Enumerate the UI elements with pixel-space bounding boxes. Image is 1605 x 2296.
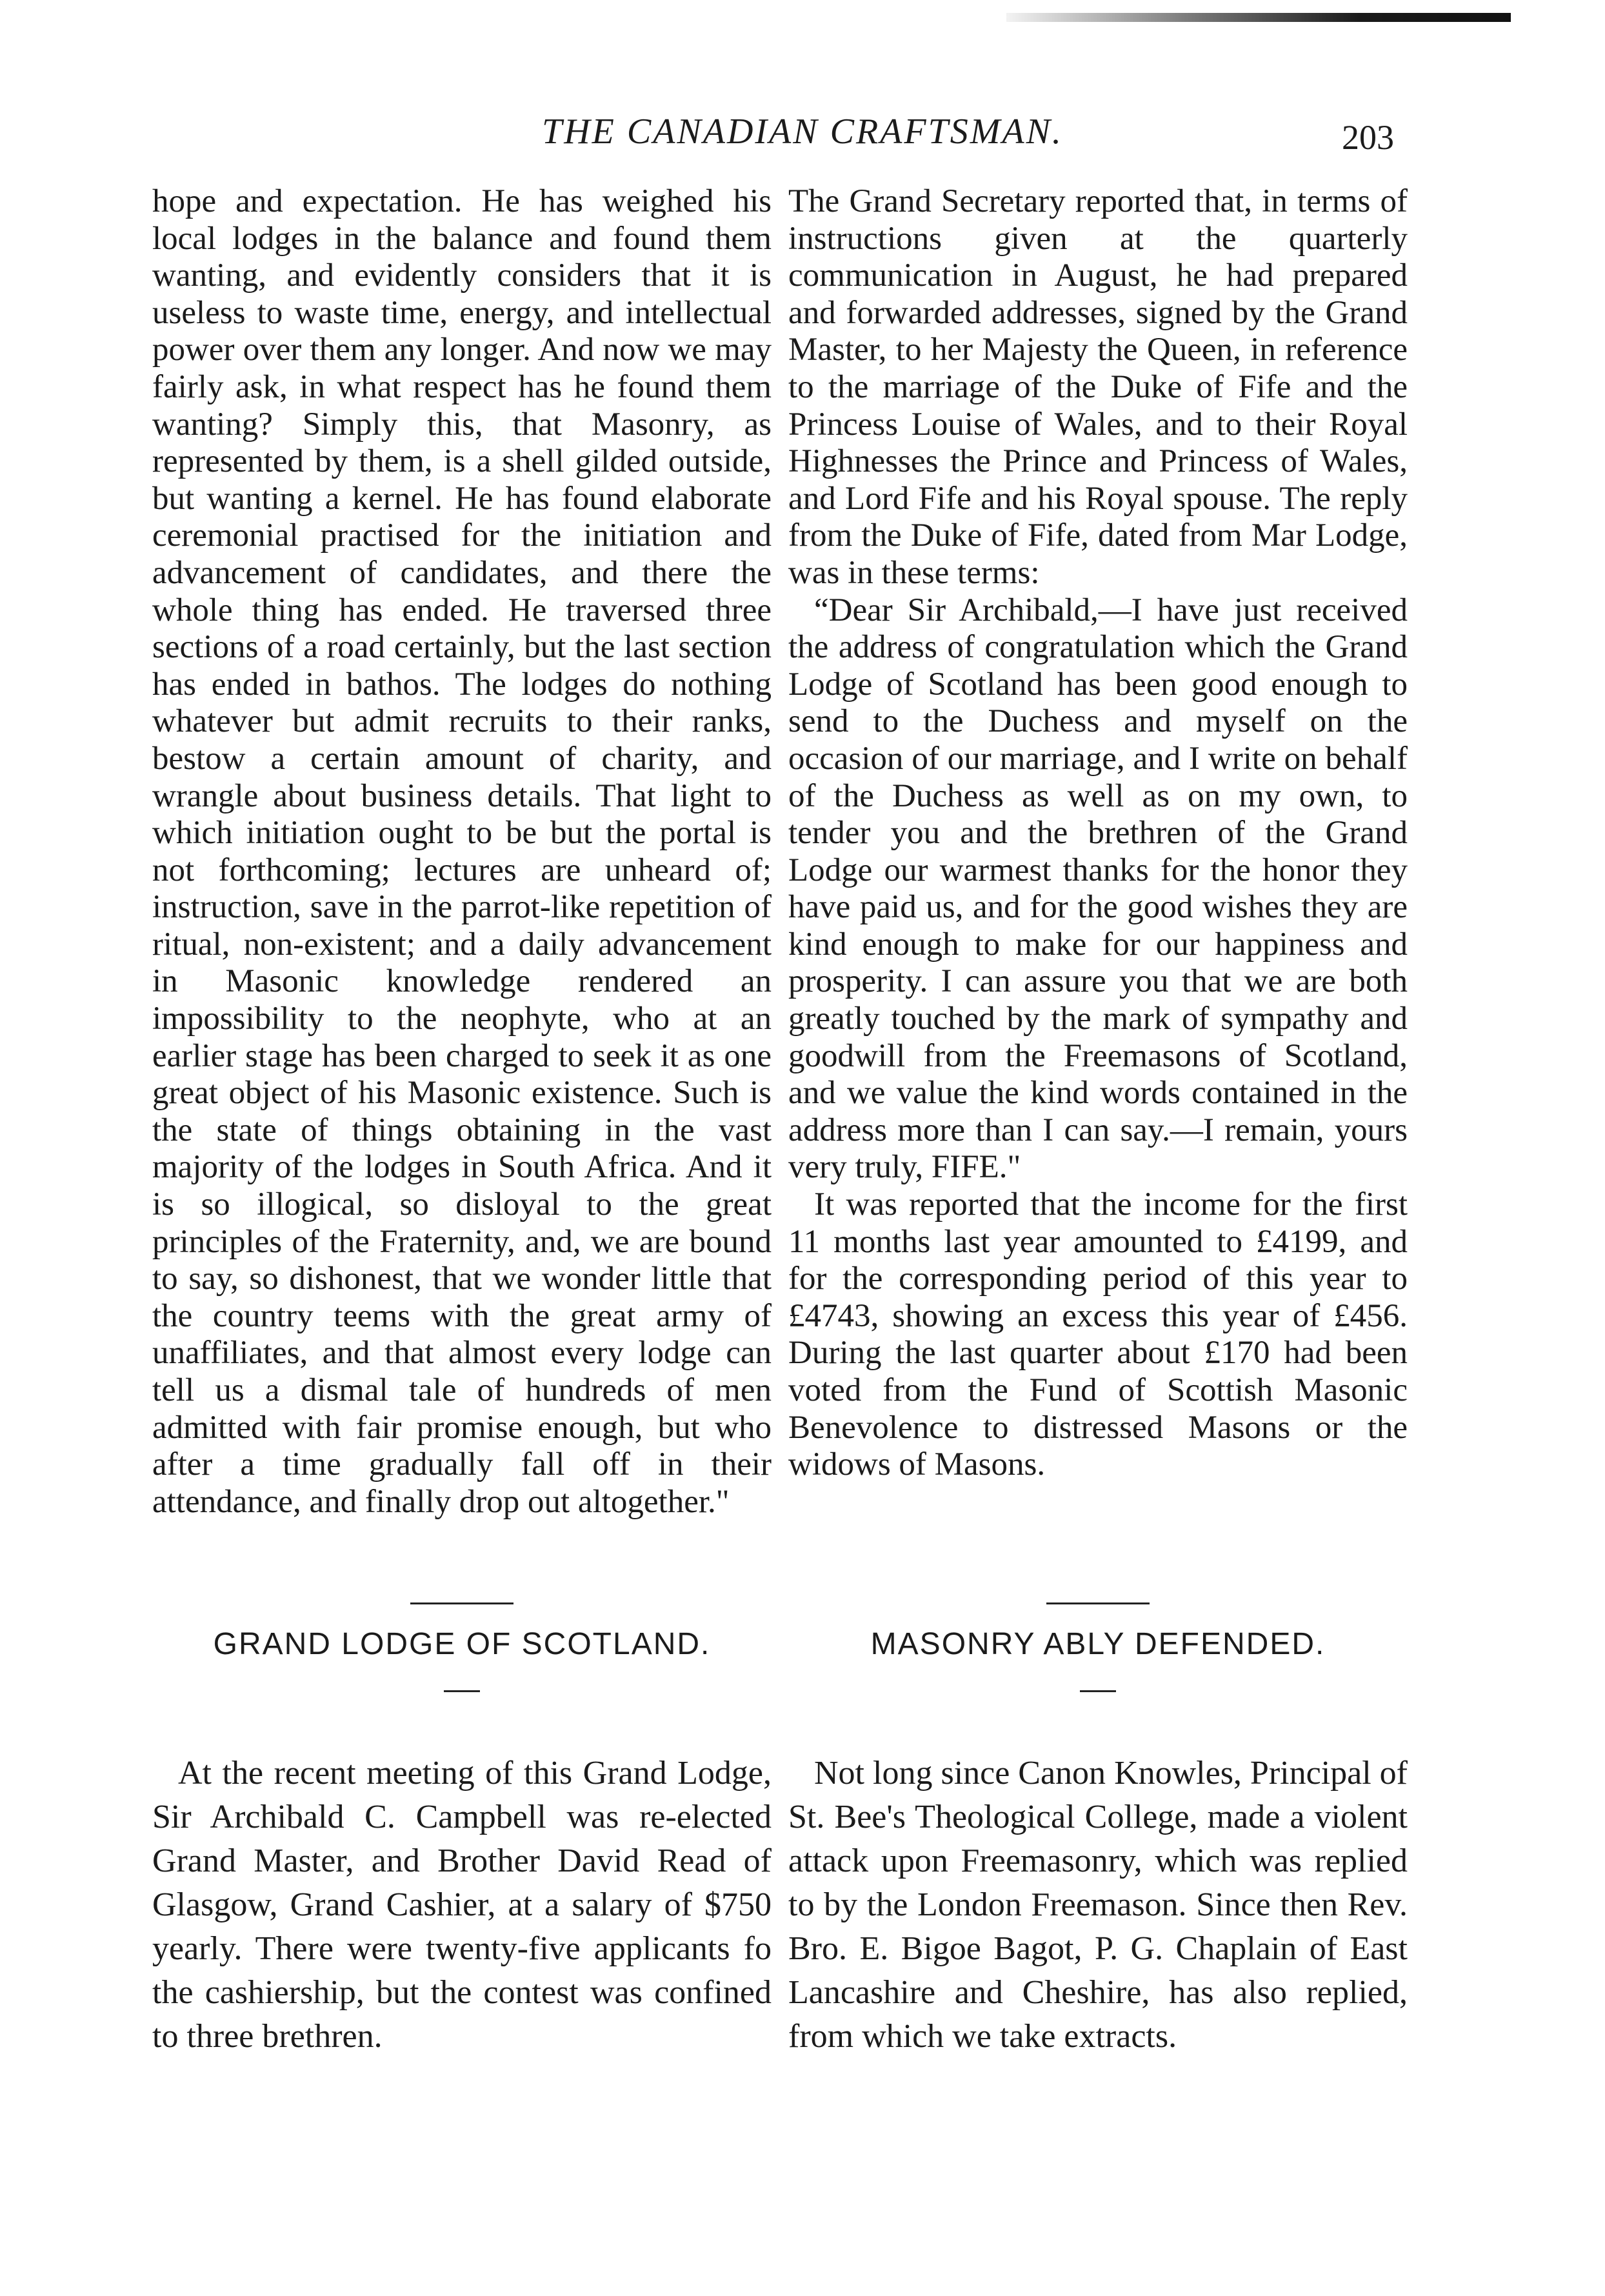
top-decorative-rule [1006, 13, 1511, 22]
running-header-title: THE CANADIAN CRAFTSMAN. [542, 112, 1063, 152]
heading-underline-left [444, 1690, 480, 1692]
section-heading-grand-lodge: GRAND LODGE OF SCOTLAND. [213, 1627, 711, 1661]
section-divider-right [1046, 1602, 1150, 1604]
right-column-paragraph-1: The Grand Secretary reported that, in terms of instructions given at the quarterly communication in August, he had prepared and forwarded addresses, signed by the Grand Master, to her Majesty the Queen, in reference to the marriage of the Duke of Fife and the Princess Louise of Wales, and to their Royal Highnesses the Prince and Princess of Wales, and Lord Fife and his Royal spouse. The reply from the Duke of Fife, dated from Mar Lodge, was in these terms: [788, 183, 1408, 591]
masonry-defended-section [788, 1752, 1408, 2059]
right-column [788, 183, 1408, 1484]
left-column [152, 183, 772, 1521]
right-column-paragraph-3: It was reported that the income for the first 11 months last year amounted to £4199, and for the corresponding period of this year to £4743, showing an excess this year of £456. During the last quarter about £170 had been voted from the Fund of Scottish Masonic Benevolence to distressed Masons or the widows of Masons. [788, 1186, 1408, 1483]
section-heading-masonry-defended: MASONRY ABLY DEFENDED. [870, 1627, 1326, 1661]
masonry-defended-paragraph: Not long since Canon Knowles, Principal of St. Bee's Theological College, made a violent attack upon Freemasonry, which was replied to by the London Freemason. Since then Rev. Bro. E. Bigoe Bagot, P. G. Chaplain of East Lancashire and Cheshire, has also replied, from which we take extracts. [788, 1755, 1408, 2055]
heading-underline-right [1080, 1690, 1116, 1692]
right-column-paragraph-2: “Dear Sir Archibald,—I have just received the address of congratulation which the Grand Lodge of Scotland has been good enough to send to the Duchess and myself on the occasion of our marriage, and I write on behalf of the Duchess as well as on my own, to tender you and the brethren of the Grand Lodge our warmest thanks for the honor they have paid us, and for the good wishes they are kind enough to make for our happiness and prosperity. I can assure you that we are both greatly touched by the mark of sympathy and goodwill from the Freemasons of Scotland, and we value the kind words contained in the address more than I can say.—I remain, yours very truly, FIFE." [788, 592, 1408, 1186]
grand-lodge-section [152, 1752, 772, 2059]
section-divider-left [410, 1602, 513, 1604]
grand-lodge-paragraph: At the recent meeting of this Grand Lodge, Sir Archibald C. Campbell was re-elected Grand Master, and Brother David Read of Glasgow, Grand Cashier, at a salary of $750 yearly. There were twenty-five applicants fo the cashiership, but the contest was confined to three brethren. [152, 1755, 772, 2055]
page-number: 203 [1342, 118, 1394, 157]
left-column-paragraph: hope and expectation. He has weighed his local lodges in the balance and found them wanting, and evidently considers that it is useless to waste time, energy, and intellectual power over them any longer. And now we may fairly ask, in what respect has he found them wanting? Simply this, that Masonry, as represented by them, is a shell gilded outside, but wanting a kernel. He has found elaborate ceremonial practised for the initiation and advancement of candidates, and there the whole thing has ended. He traversed three sections of a road certainly, but the last section has ended in bathos. The lodges do nothing whatever but admit recruits to their ranks, bestow a certain amount of charity, and wrangle about business details. That light to which initiation ought to be but the portal is not forthcoming; lectures are unheard of; instruction, save in the parrot-like repetition of ritual, non-existent; and a daily advancement in Masonic knowledge rendered an impossibility to the neophyte, who at an earlier stage has been charged to seek it as one great object of his Masonic existence. Such is the state of things obtaining in the vast majority of the lodges in South Africa. And it is so illogical, so disloyal to the great principles of the Fraternity, and, we are bound to say, so dishonest, that we wonder little that the country teems with the great army of unaffiliates, and that almost every lodge can tell us a dismal tale of hundreds of men admitted with fair promise enough, but who after a time gradually fall off in their attendance, and finally drop out altogether." [152, 183, 772, 1520]
